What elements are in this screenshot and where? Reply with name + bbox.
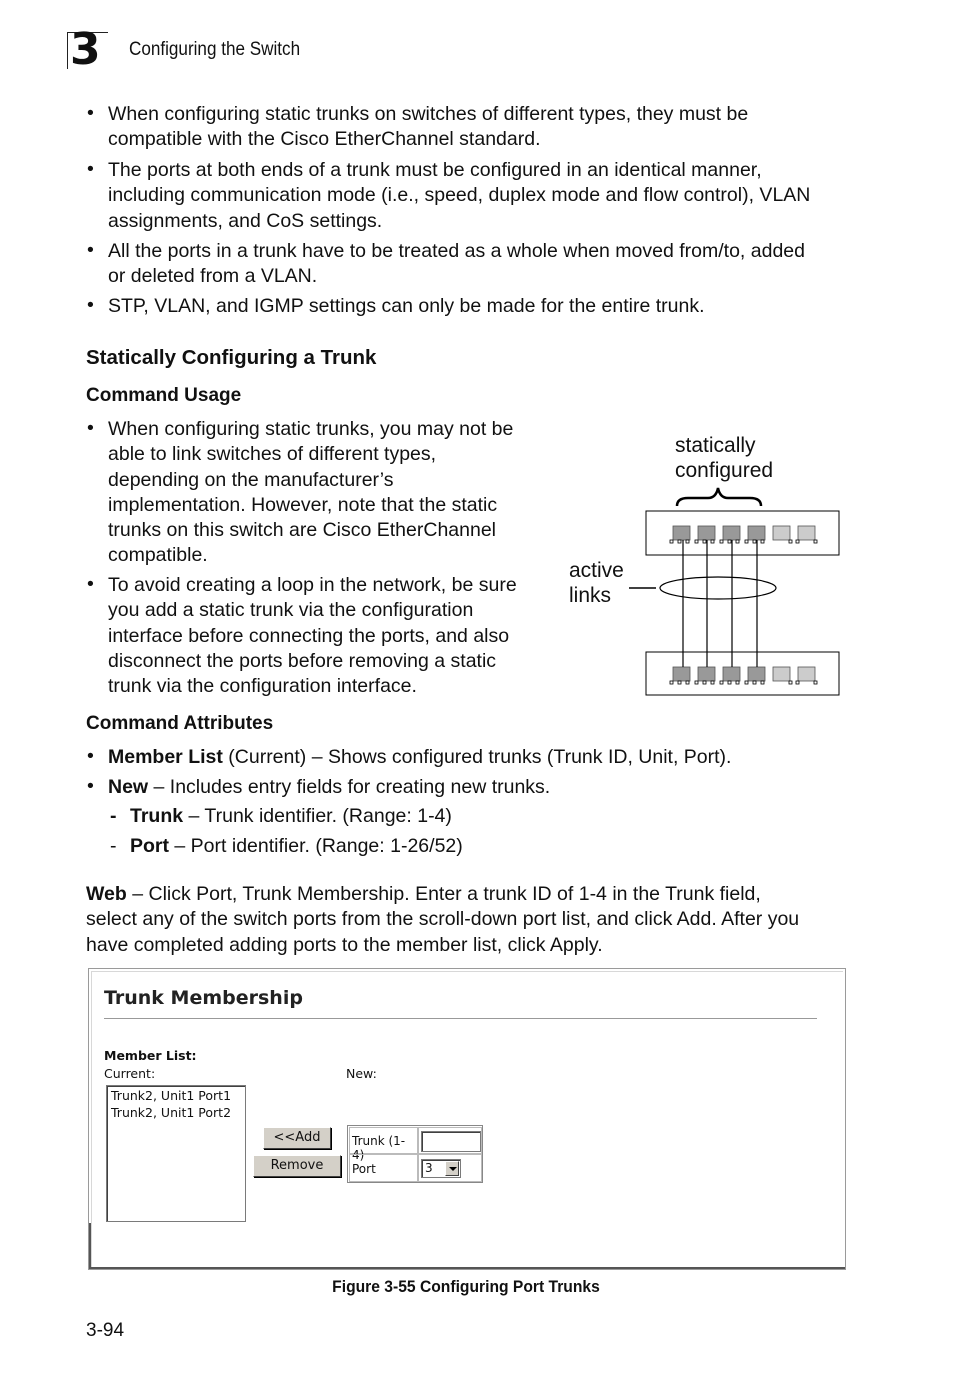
line: trunks on this switch are Cisco EtherChannel <box>108 519 497 542</box>
trunk-input-cell <box>418 1127 482 1154</box>
line: depending on the manufacturer’s <box>108 468 394 491</box>
intro-bullet-4 <box>108 294 705 319</box>
attr-trunk <box>130 805 452 828</box>
trunk-membership-screenshot <box>88 968 846 1270</box>
panel-edge <box>89 1223 91 1267</box>
line: All the ports in a trunk have to be treated as a whole when moved from/to, added <box>108 240 805 262</box>
bullet-marker: • <box>87 775 94 797</box>
line: active <box>569 559 624 582</box>
description: – Port identifier. (Range: 1-26/52) <box>169 835 463 857</box>
line: select any of the switch ports from the scroll-down port list, and click Add. After you <box>86 908 800 931</box>
term: Web <box>86 883 127 905</box>
current-label: Current: <box>104 1066 156 1081</box>
line: compatible with the Cisco EtherChannel standard. <box>108 128 541 151</box>
list-item[interactable]: Trunk2, Unit1 Port2 <box>111 1105 232 1120</box>
current-members-listbox[interactable] <box>106 1085 246 1222</box>
trunk-diagram <box>560 428 850 703</box>
bullet-marker: • <box>87 239 94 261</box>
panel-edge <box>89 1267 845 1269</box>
line: disconnect the ports before removing a static <box>108 649 497 672</box>
new-label: New: <box>346 1066 377 1081</box>
trunk-input[interactable] <box>421 1131 481 1152</box>
bullet-marker: • <box>87 102 94 124</box>
line: STP, VLAN, and IGMP settings can only be made for the entire trunk. <box>108 295 705 317</box>
bullet-marker: • <box>87 417 94 439</box>
remove-button[interactable]: Remove <box>253 1155 341 1177</box>
line: trunk via the configuration interface. <box>108 675 417 698</box>
bullet-marker: • <box>87 294 94 316</box>
line: statically <box>675 434 756 457</box>
line: configured <box>675 459 774 482</box>
usage-bullet-2 <box>108 573 517 699</box>
trunk-links <box>683 540 757 667</box>
bullet-marker: • <box>87 745 94 767</box>
line: or deleted from a VLAN. <box>108 265 318 288</box>
description: – Includes entry fields for creating new trunks. <box>148 776 551 798</box>
line: To avoid creating a loop in the network, be sure <box>108 574 517 596</box>
line: When configuring static trunks on switches of different types, they must be <box>108 103 749 125</box>
line: implementation. However, note that the static <box>108 493 498 516</box>
usage-bullet-1 <box>108 417 513 569</box>
command-attributes-heading: Command Attributes <box>86 713 274 734</box>
trunk-diagram-graphic <box>560 428 850 703</box>
trunk-field-label: Trunk (1-4) <box>352 1134 406 1162</box>
port-select-cell <box>418 1154 482 1182</box>
port-label-cell <box>349 1154 418 1182</box>
command-usage-heading: Command Usage <box>86 385 242 406</box>
line: have completed adding ports to the member list, click Apply. <box>86 933 603 956</box>
description: (Current) – Shows configured trunks (Trunk ID, Unit, Port). <box>222 746 732 768</box>
add-button[interactable]: <<Add <box>263 1127 331 1149</box>
intro-bullet-2 <box>108 158 810 234</box>
dash-marker: - <box>110 805 117 827</box>
attr-port <box>130 835 463 858</box>
port-select[interactable] <box>421 1159 461 1178</box>
term: New <box>108 776 149 798</box>
port-field-label: Port <box>352 1162 376 1176</box>
intro-bullet-3 <box>108 239 805 290</box>
page-title: Trunk Membership <box>104 987 303 1009</box>
line <box>86 882 799 907</box>
figure-caption: Figure 3-55 Configuring Port Trunks <box>332 1277 600 1296</box>
line: When configuring static trunks, you may not be <box>108 418 514 440</box>
chapter-number: 3 <box>70 24 101 75</box>
title-divider <box>104 1018 817 1019</box>
line: assignments, and CoS settings. <box>108 209 383 232</box>
brace-shape <box>677 488 761 506</box>
section-heading: Statically Configuring a Trunk <box>86 346 377 369</box>
active-links-ellipse <box>660 577 776 599</box>
trunk-label-cell <box>349 1127 418 1162</box>
new-member-form <box>347 1125 483 1183</box>
term: Port <box>130 835 169 857</box>
line: interface before connecting the ports, and also <box>108 624 510 647</box>
intro-bullet-1 <box>108 102 748 153</box>
dash-marker: - <box>110 835 117 857</box>
line: including communication mode (i.e., speed, duplex mode and flow control), VLAN <box>108 184 811 207</box>
running-title: Configuring the Switch <box>129 39 301 60</box>
member-list-label: Member List: <box>104 1048 197 1063</box>
port-selected-value: 3 <box>425 1161 433 1175</box>
attr-member-list <box>108 745 731 770</box>
term: Member List <box>108 746 223 768</box>
web-paragraph <box>86 882 799 958</box>
list-item[interactable]: Trunk2, Unit1 Port1 <box>111 1088 232 1103</box>
bullet-marker: • <box>87 573 94 595</box>
line: you add a static trunk via the configuration <box>108 599 474 622</box>
line: The ports at both ends of a trunk must be configured in an identical manner, <box>108 159 762 181</box>
bullet-marker: • <box>87 158 94 180</box>
attr-new <box>108 775 550 800</box>
description: – Trunk identifier. (Range: 1-4) <box>183 805 452 827</box>
line: able to link switches of different types, <box>108 443 437 466</box>
page-number: 3-94 <box>86 1320 125 1341</box>
chevron-down-icon[interactable] <box>445 1161 459 1176</box>
text: – Click Port, Trunk Membership. Enter a trunk ID of 1-4 in the Trunk field, <box>126 883 761 905</box>
line: compatible. <box>108 544 208 567</box>
term: Trunk <box>130 805 184 827</box>
line: links <box>569 584 612 607</box>
